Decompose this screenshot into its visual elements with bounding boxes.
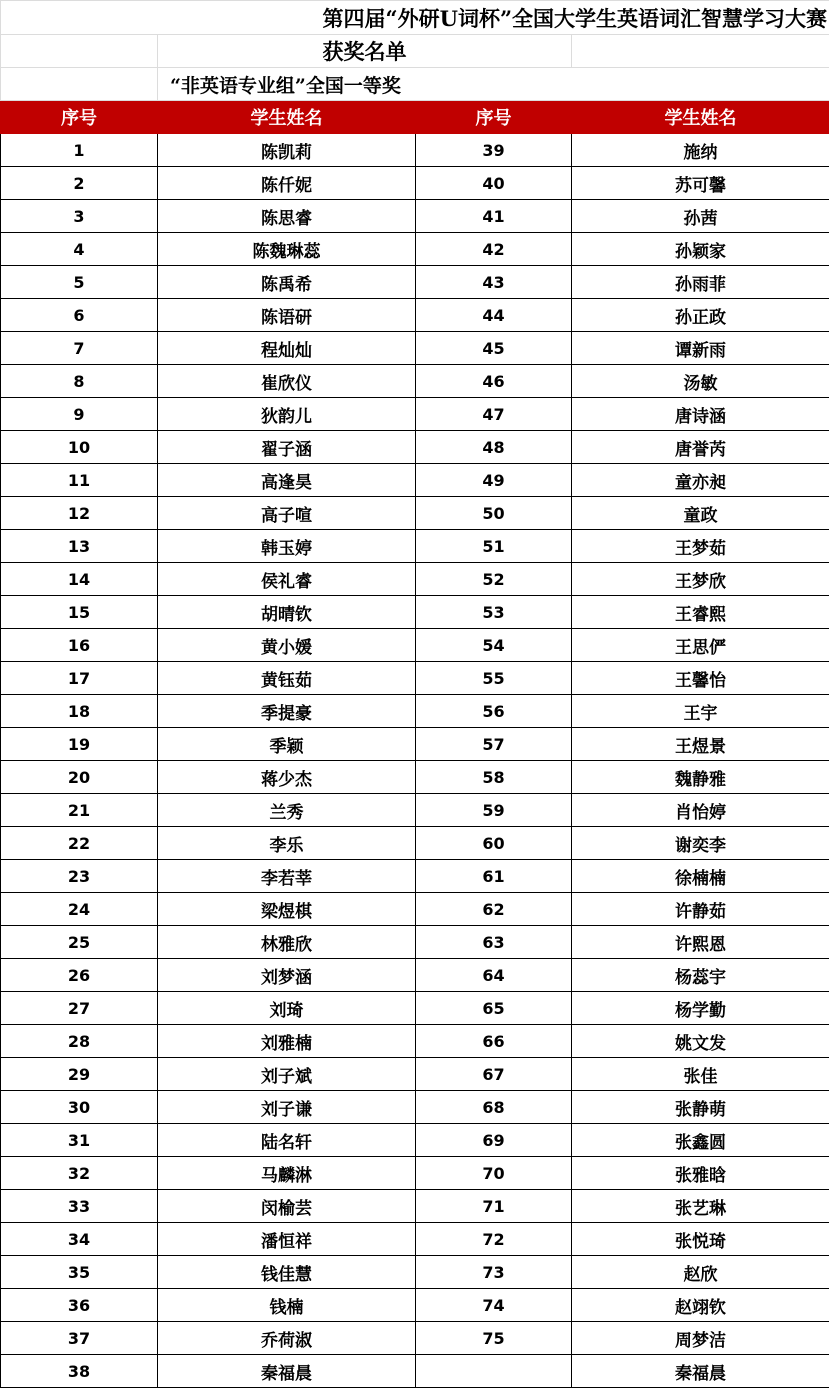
seq-cell-right[interactable]: 74 bbox=[416, 1289, 572, 1322]
header-name-left[interactable]: 学生姓名 bbox=[158, 101, 416, 134]
seq-cell-right[interactable]: 50 bbox=[416, 497, 572, 530]
seq-cell-right[interactable]: 52 bbox=[416, 563, 572, 596]
table-row bbox=[1, 1124, 829, 1157]
student-name-cell-left[interactable]: 刘子斌 bbox=[158, 1058, 416, 1091]
seq-cell-left[interactable]: 2 bbox=[1, 167, 158, 200]
seq-cell-left[interactable]: 1 bbox=[1, 134, 158, 167]
seq-cell-right[interactable]: 40 bbox=[416, 167, 572, 200]
seq-cell-right[interactable]: 43 bbox=[416, 266, 572, 299]
seq-cell-right[interactable]: 49 bbox=[416, 464, 572, 497]
table-row bbox=[1, 992, 829, 1025]
student-name-cell-left[interactable]: 陈禹希 bbox=[158, 266, 416, 299]
student-name-cell-right[interactable]: 汤敏 bbox=[572, 365, 829, 398]
table-row bbox=[1, 365, 829, 398]
seq-cell-right[interactable]: 57 bbox=[416, 728, 572, 761]
table-row bbox=[1, 299, 829, 332]
table-row bbox=[1, 959, 829, 992]
student-name-cell-right[interactable]: 唐诗涵 bbox=[572, 398, 829, 431]
seq-cell-left[interactable]: 5 bbox=[1, 266, 158, 299]
table-row bbox=[1, 464, 829, 497]
student-name-cell-right[interactable]: 王思俨 bbox=[572, 629, 829, 662]
student-name-cell-right[interactable]: 王梦茹 bbox=[572, 530, 829, 563]
student-name-cell-left[interactable]: 高逢昊 bbox=[158, 464, 416, 497]
table-row bbox=[1, 695, 829, 728]
table-row bbox=[1, 1025, 829, 1058]
seq-cell-right[interactable]: 44 bbox=[416, 299, 572, 332]
seq-cell-left[interactable]: 37 bbox=[1, 1322, 158, 1355]
seq-cell-left[interactable]: 30 bbox=[1, 1091, 158, 1124]
subtitle-row bbox=[1, 35, 829, 68]
header-row bbox=[1, 101, 829, 134]
seq-cell-right[interactable]: 54 bbox=[416, 629, 572, 662]
student-name-cell-right[interactable]: 唐誉芮 bbox=[572, 431, 829, 464]
student-name-cell-right[interactable]: 张鑫圆 bbox=[572, 1124, 829, 1157]
table-row bbox=[1, 233, 829, 266]
student-name-cell-right[interactable]: 孙雨菲 bbox=[572, 266, 829, 299]
seq-cell-left[interactable]: 13 bbox=[1, 530, 158, 563]
seq-cell-left[interactable]: 16 bbox=[1, 629, 158, 662]
seq-cell-left[interactable]: 15 bbox=[1, 596, 158, 629]
student-name-cell-left[interactable]: 潘恒祥 bbox=[158, 1223, 416, 1256]
student-name-cell-left[interactable]: 陈语研 bbox=[158, 299, 416, 332]
student-name-cell-right[interactable]: 张雅晗 bbox=[572, 1157, 829, 1190]
student-name-cell-right[interactable]: 张佳 bbox=[572, 1058, 829, 1091]
student-name-cell-left[interactable]: 钱佳慧 bbox=[158, 1256, 416, 1289]
student-name-cell-right[interactable]: 肖怡婷 bbox=[572, 794, 829, 827]
student-name-cell-left[interactable]: 韩玉婷 bbox=[158, 530, 416, 563]
student-name-cell-right[interactable]: 许静茹 bbox=[572, 893, 829, 926]
seq-cell-right[interactable]: 68 bbox=[416, 1091, 572, 1124]
student-name-cell-left[interactable]: 李若莘 bbox=[158, 860, 416, 893]
table-row bbox=[1, 1256, 829, 1289]
table-row bbox=[1, 398, 829, 431]
student-name-cell-right[interactable]: 赵翊钦 bbox=[572, 1289, 829, 1322]
header-seq-right[interactable]: 序号 bbox=[416, 101, 572, 134]
student-name-cell-left[interactable]: 季提豪 bbox=[158, 695, 416, 728]
table-row bbox=[1, 1223, 829, 1256]
seq-cell-left[interactable]: 21 bbox=[1, 794, 158, 827]
seq-cell-right[interactable]: 47 bbox=[416, 398, 572, 431]
student-name-cell-right[interactable]: 谭新雨 bbox=[572, 332, 829, 365]
seq-cell-right[interactable]: 63 bbox=[416, 926, 572, 959]
seq-cell-right[interactable]: 73 bbox=[416, 1256, 572, 1289]
student-name-cell-right[interactable]: 张静萌 bbox=[572, 1091, 829, 1124]
seq-cell-right[interactable] bbox=[416, 1355, 572, 1388]
seq-cell-right[interactable]: 69 bbox=[416, 1124, 572, 1157]
student-name-cell-left[interactable]: 刘梦涵 bbox=[158, 959, 416, 992]
title-blank-cell[interactable] bbox=[1, 1, 158, 35]
seq-cell-left[interactable]: 17 bbox=[1, 662, 158, 695]
seq-cell-left[interactable]: 14 bbox=[1, 563, 158, 596]
table-row bbox=[1, 629, 829, 662]
student-name-cell-right[interactable]: 施纳 bbox=[572, 134, 829, 167]
seq-cell-right[interactable]: 62 bbox=[416, 893, 572, 926]
student-name-cell-right[interactable]: 王馨怡 bbox=[572, 662, 829, 695]
seq-cell-right[interactable]: 64 bbox=[416, 959, 572, 992]
seq-cell-left[interactable]: 27 bbox=[1, 992, 158, 1025]
student-name-cell-left[interactable]: 程灿灿 bbox=[158, 332, 416, 365]
student-name-cell-left[interactable]: 陈思睿 bbox=[158, 200, 416, 233]
table-row bbox=[1, 1157, 829, 1190]
group-label[interactable]: “非英语专业组”全国一等奖 bbox=[158, 68, 829, 101]
table-row bbox=[1, 497, 829, 530]
seq-cell-right[interactable]: 65 bbox=[416, 992, 572, 1025]
student-name-cell-left[interactable]: 陈凯莉 bbox=[158, 134, 416, 167]
student-name-cell-left[interactable]: 侯礼睿 bbox=[158, 563, 416, 596]
student-name-cell-right[interactable]: 张艺琳 bbox=[572, 1190, 829, 1223]
seq-cell-right[interactable]: 58 bbox=[416, 761, 572, 794]
page-title[interactable]: 第四届“外研U词杯”全国大学生英语词汇智慧学习大赛 bbox=[158, 1, 829, 35]
student-name-cell-right[interactable]: 童亦昶 bbox=[572, 464, 829, 497]
seq-cell-left[interactable]: 19 bbox=[1, 728, 158, 761]
title-row bbox=[1, 1, 829, 35]
student-name-cell-right[interactable]: 童政 bbox=[572, 497, 829, 530]
seq-cell-right[interactable]: 45 bbox=[416, 332, 572, 365]
seq-cell-left[interactable]: 24 bbox=[1, 893, 158, 926]
student-name-cell-right[interactable]: 秦福晨 bbox=[572, 1355, 829, 1388]
seq-cell-right[interactable]: 56 bbox=[416, 695, 572, 728]
table-row bbox=[1, 167, 829, 200]
seq-cell-left[interactable]: 18 bbox=[1, 695, 158, 728]
seq-cell-left[interactable]: 25 bbox=[1, 926, 158, 959]
table-row bbox=[1, 530, 829, 563]
seq-cell-right[interactable]: 72 bbox=[416, 1223, 572, 1256]
seq-cell-left[interactable]: 23 bbox=[1, 860, 158, 893]
student-name-cell-left[interactable]: 高子喧 bbox=[158, 497, 416, 530]
student-name-cell-left[interactable]: 秦福晨 bbox=[158, 1355, 416, 1388]
subtitle-blank-cell-right[interactable] bbox=[572, 35, 829, 68]
student-name-cell-right[interactable]: 谢奕李 bbox=[572, 827, 829, 860]
table-row bbox=[1, 1322, 829, 1355]
seq-cell-right[interactable]: 55 bbox=[416, 662, 572, 695]
student-name-cell-right[interactable]: 杨蕊宇 bbox=[572, 959, 829, 992]
table-row bbox=[1, 926, 829, 959]
seq-cell-left[interactable]: 22 bbox=[1, 827, 158, 860]
seq-cell-left[interactable]: 38 bbox=[1, 1355, 158, 1388]
student-name-cell-left[interactable]: 黄钰茹 bbox=[158, 662, 416, 695]
student-name-cell-left[interactable]: 兰秀 bbox=[158, 794, 416, 827]
seq-cell-right[interactable]: 61 bbox=[416, 860, 572, 893]
student-name-cell-left[interactable]: 黄小媛 bbox=[158, 629, 416, 662]
seq-cell-right[interactable]: 70 bbox=[416, 1157, 572, 1190]
table-row bbox=[1, 332, 829, 365]
student-name-cell-left[interactable]: 刘琦 bbox=[158, 992, 416, 1025]
seq-cell-right[interactable]: 67 bbox=[416, 1058, 572, 1091]
student-name-cell-left[interactable]: 狄韵儿 bbox=[158, 398, 416, 431]
student-name-cell-right[interactable]: 孙正政 bbox=[572, 299, 829, 332]
seq-cell-left[interactable]: 7 bbox=[1, 332, 158, 365]
seq-cell-left[interactable]: 36 bbox=[1, 1289, 158, 1322]
student-name-cell-right[interactable]: 许熙恩 bbox=[572, 926, 829, 959]
seq-cell-left[interactable]: 6 bbox=[1, 299, 158, 332]
student-name-cell-left[interactable]: 崔欣仪 bbox=[158, 365, 416, 398]
student-name-cell-right[interactable]: 魏静雅 bbox=[572, 761, 829, 794]
seq-cell-left[interactable]: 26 bbox=[1, 959, 158, 992]
seq-cell-left[interactable]: 10 bbox=[1, 431, 158, 464]
table-row bbox=[1, 431, 829, 464]
student-name-cell-right[interactable]: 徐楠楠 bbox=[572, 860, 829, 893]
header-name-right[interactable]: 学生姓名 bbox=[572, 101, 829, 134]
seq-cell-left[interactable]: 11 bbox=[1, 464, 158, 497]
table-row bbox=[1, 860, 829, 893]
student-name-cell-left[interactable]: 李乐 bbox=[158, 827, 416, 860]
student-name-cell-left[interactable]: 陈魏琳蕊 bbox=[158, 233, 416, 266]
student-name-cell-right[interactable]: 姚文发 bbox=[572, 1025, 829, 1058]
seq-cell-left[interactable]: 8 bbox=[1, 365, 158, 398]
seq-cell-left[interactable]: 12 bbox=[1, 497, 158, 530]
table-row bbox=[1, 761, 829, 794]
seq-cell-left[interactable]: 3 bbox=[1, 200, 158, 233]
table-row bbox=[1, 596, 829, 629]
seq-cell-left[interactable]: 35 bbox=[1, 1256, 158, 1289]
seq-cell-right[interactable]: 51 bbox=[416, 530, 572, 563]
seq-cell-right[interactable]: 75 bbox=[416, 1322, 572, 1355]
table-row bbox=[1, 563, 829, 596]
table-row bbox=[1, 728, 829, 761]
table-row bbox=[1, 662, 829, 695]
seq-cell-left[interactable]: 28 bbox=[1, 1025, 158, 1058]
student-name-cell-left[interactable]: 翟子涵 bbox=[158, 431, 416, 464]
header-seq-left[interactable]: 序号 bbox=[1, 101, 158, 134]
seq-cell-left[interactable]: 32 bbox=[1, 1157, 158, 1190]
student-name-cell-right[interactable]: 周梦洁 bbox=[572, 1322, 829, 1355]
table-row bbox=[1, 794, 829, 827]
student-name-cell-left[interactable]: 胡晴钦 bbox=[158, 596, 416, 629]
seq-cell-right[interactable]: 71 bbox=[416, 1190, 572, 1223]
seq-cell-left[interactable]: 9 bbox=[1, 398, 158, 431]
student-name-cell-right[interactable]: 赵欣 bbox=[572, 1256, 829, 1289]
seq-cell-right[interactable]: 66 bbox=[416, 1025, 572, 1058]
student-name-cell-right[interactable]: 孙茜 bbox=[572, 200, 829, 233]
student-name-cell-left[interactable]: 乔荷淑 bbox=[158, 1322, 416, 1355]
seq-cell-right[interactable]: 46 bbox=[416, 365, 572, 398]
student-name-cell-right[interactable]: 王煜景 bbox=[572, 728, 829, 761]
seq-cell-right[interactable]: 42 bbox=[416, 233, 572, 266]
group-row bbox=[1, 68, 829, 101]
table-row bbox=[1, 1091, 829, 1124]
student-name-cell-right[interactable]: 王梦欣 bbox=[572, 563, 829, 596]
seq-cell-right[interactable]: 39 bbox=[416, 134, 572, 167]
table-row bbox=[1, 1058, 829, 1091]
student-name-cell-right[interactable]: 张悦琦 bbox=[572, 1223, 829, 1256]
student-name-cell-left[interactable]: 梁煜棋 bbox=[158, 893, 416, 926]
table-row bbox=[1, 266, 829, 299]
seq-cell-right[interactable]: 53 bbox=[416, 596, 572, 629]
group-blank-cell[interactable] bbox=[1, 68, 158, 101]
student-name-cell-left[interactable]: 闵榆芸 bbox=[158, 1190, 416, 1223]
seq-cell-right[interactable]: 41 bbox=[416, 200, 572, 233]
student-name-cell-left[interactable]: 钱楠 bbox=[158, 1289, 416, 1322]
table-row bbox=[1, 827, 829, 860]
student-name-cell-right[interactable]: 王宇 bbox=[572, 695, 829, 728]
student-name-cell-left[interactable]: 陆名轩 bbox=[158, 1124, 416, 1157]
seq-cell-right[interactable]: 60 bbox=[416, 827, 572, 860]
seq-cell-left[interactable]: 29 bbox=[1, 1058, 158, 1091]
student-name-cell-left[interactable]: 刘雅楠 bbox=[158, 1025, 416, 1058]
subtitle-blank-cell-left[interactable] bbox=[1, 35, 158, 68]
student-name-cell-left[interactable]: 陈仟妮 bbox=[158, 167, 416, 200]
seq-cell-left[interactable]: 20 bbox=[1, 761, 158, 794]
student-name-cell-left[interactable]: 刘子谦 bbox=[158, 1091, 416, 1124]
seq-cell-left[interactable]: 34 bbox=[1, 1223, 158, 1256]
student-name-cell-left[interactable]: 林雅欣 bbox=[158, 926, 416, 959]
table-row bbox=[1, 1355, 829, 1388]
table-row bbox=[1, 1190, 829, 1223]
seq-cell-right[interactable]: 59 bbox=[416, 794, 572, 827]
table-row bbox=[1, 134, 829, 167]
student-name-cell-left[interactable]: 蒋少杰 bbox=[158, 761, 416, 794]
seq-cell-right[interactable]: 48 bbox=[416, 431, 572, 464]
student-name-cell-right[interactable]: 杨学勤 bbox=[572, 992, 829, 1025]
student-name-cell-right[interactable]: 苏可馨 bbox=[572, 167, 829, 200]
seq-cell-left[interactable]: 31 bbox=[1, 1124, 158, 1157]
table-row bbox=[1, 1289, 829, 1322]
table-row bbox=[1, 200, 829, 233]
student-name-cell-left[interactable]: 季颖 bbox=[158, 728, 416, 761]
seq-cell-left[interactable]: 33 bbox=[1, 1190, 158, 1223]
page-subtitle[interactable]: 获奖名单 bbox=[158, 35, 572, 68]
table-row bbox=[1, 893, 829, 926]
student-name-cell-right[interactable]: 孙颖家 bbox=[572, 233, 829, 266]
seq-cell-left[interactable]: 4 bbox=[1, 233, 158, 266]
student-name-cell-right[interactable]: 王睿熙 bbox=[572, 596, 829, 629]
student-name-cell-left[interactable]: 马麟淋 bbox=[158, 1157, 416, 1190]
